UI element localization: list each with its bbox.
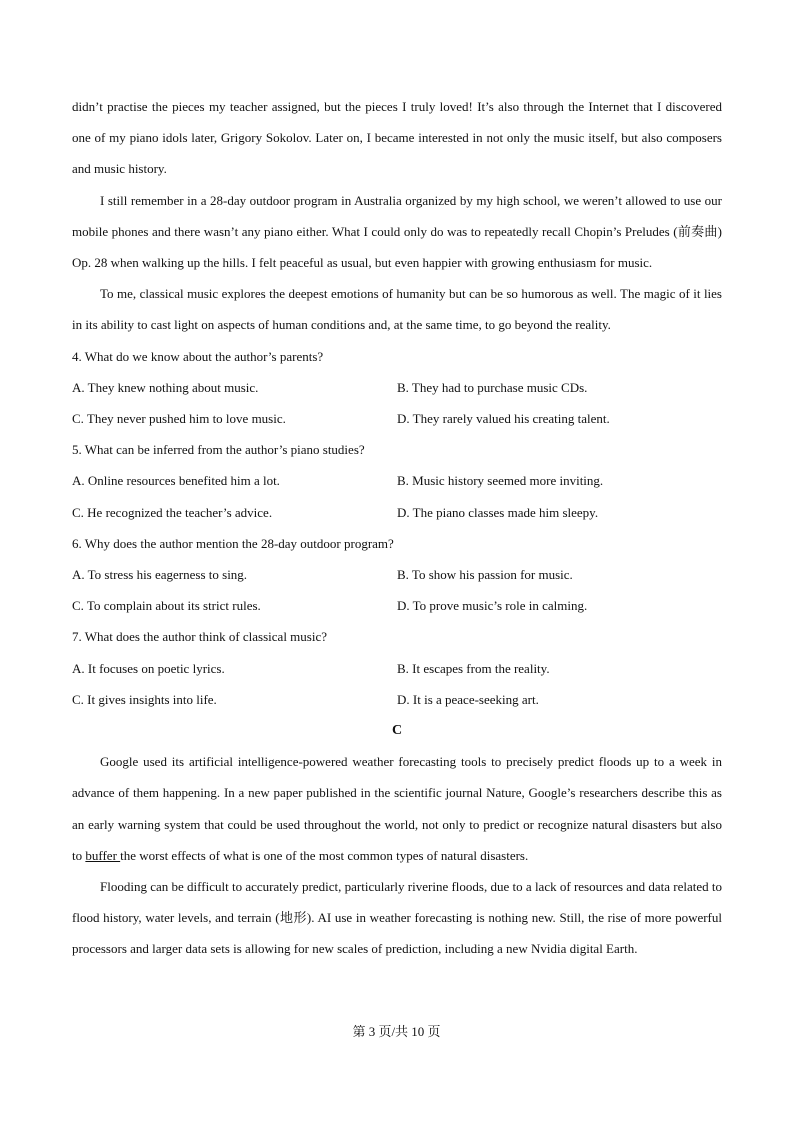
question-stem: 5. What can be inferred from the author’s piano studies? [72, 442, 365, 458]
underlined-word-buffer: buffer [85, 847, 121, 863]
option-a: A. To stress his eagerness to sing. [72, 567, 248, 583]
option-c: C. It gives insights into life. [72, 691, 217, 707]
passage-c-paragraph-2: Flooding can be difficult to accurately predict, particularly riverine floods, due to a lack of resources and data related to flood history, water levels, and terrain (地形). AI use in weather forecasting is nothing new. Still, the rise of more powerful processors and larger data sets is allowing for new scales of prediction, including a new Nvidia digital Earth. [72, 879, 722, 957]
option-d: D. The piano classes made him sleepy. [397, 504, 599, 520]
passage-c-paragraph-1 [72, 746, 722, 871]
option-c: C. To complain about its strict rules. [72, 598, 261, 614]
option-a: A. It focuses on poetic lyrics. [72, 660, 225, 676]
question-stem: 6. Why does the author mention the 28-day outdoor program? [72, 535, 394, 551]
option-b: B. It escapes from the reality. [397, 660, 550, 676]
question-options [72, 559, 722, 621]
question-options [72, 653, 722, 715]
option-d: D. To prove music’s role in calming. [397, 598, 588, 614]
passage-b-paragraph-1: didn’t practise the pieces my teacher assigned, but the pieces I truly loved! It’s also through the Internet that I discovered one of my piano idols later, Grigory Sokolov. Later on, I became interested in not only the music itself, but also composers and music history. [72, 99, 722, 177]
question-7 [72, 621, 722, 715]
option-b: B. To show his passion for music. [397, 567, 573, 583]
question-5 [72, 434, 722, 528]
option-c: C. He recognized the teacher’s advice. [72, 504, 273, 520]
option-a: A. They knew nothing about music. [72, 379, 259, 395]
passage-b-paragraph-3: To me, classical music explores the deepest emotions of humanity but can be so humorous as well. The magic of it lies in its ability to cast light on aspects of human conditions and, at the same time, to go beyond the reality. [72, 286, 722, 333]
page-number-footer: 第 3 页/共 10 页 [352, 1024, 441, 1039]
section-c-heading: C [391, 723, 403, 739]
question-6 [72, 528, 722, 622]
passage-c-p1-text-before: Google used its artificial intelligence-powered weather forecasting tools to precisely predict floods up to a week in advance of them happening. In a new paper published in the scientific journal Nature, Google’s researchers describe this as an early warning system that could be used throughout the world, not only to predict or recognize natural disasters but also to [72, 754, 722, 863]
option-c: C. They never pushed him to love music. [72, 411, 286, 427]
option-d: D. They rarely valued his creating talent. [397, 411, 610, 427]
option-b: B. Music history seemed more inviting. [397, 473, 604, 489]
question-4 [72, 341, 722, 435]
question-stem: 7. What does the author think of classical music? [72, 629, 327, 645]
page-content [72, 91, 722, 965]
question-options [72, 372, 722, 434]
passage-b-paragraph-2: I still remember in a 28-day outdoor program in Australia organized by my high school, we weren’t allowed to use our mobile phones and there wasn’t any piano either. What I could only do was to repeatedly recall Chopin’s Preludes (前奏曲) Op. 28 when walking up the hills. I felt peaceful as usual, but even happier with growing enthusiasm for music. [72, 192, 722, 271]
question-options [72, 465, 722, 527]
option-d: D. It is a peace-seeking art. [397, 691, 539, 707]
question-stem: 4. What do we know about the author’s parents? [72, 348, 324, 364]
option-b: B. They had to purchase music CDs. [397, 379, 588, 395]
option-a: A. Online resources benefited him a lot. [72, 473, 280, 489]
passage-c-p1-text-after: the worst effects of what is one of the most common types of natural disasters. [120, 847, 529, 863]
